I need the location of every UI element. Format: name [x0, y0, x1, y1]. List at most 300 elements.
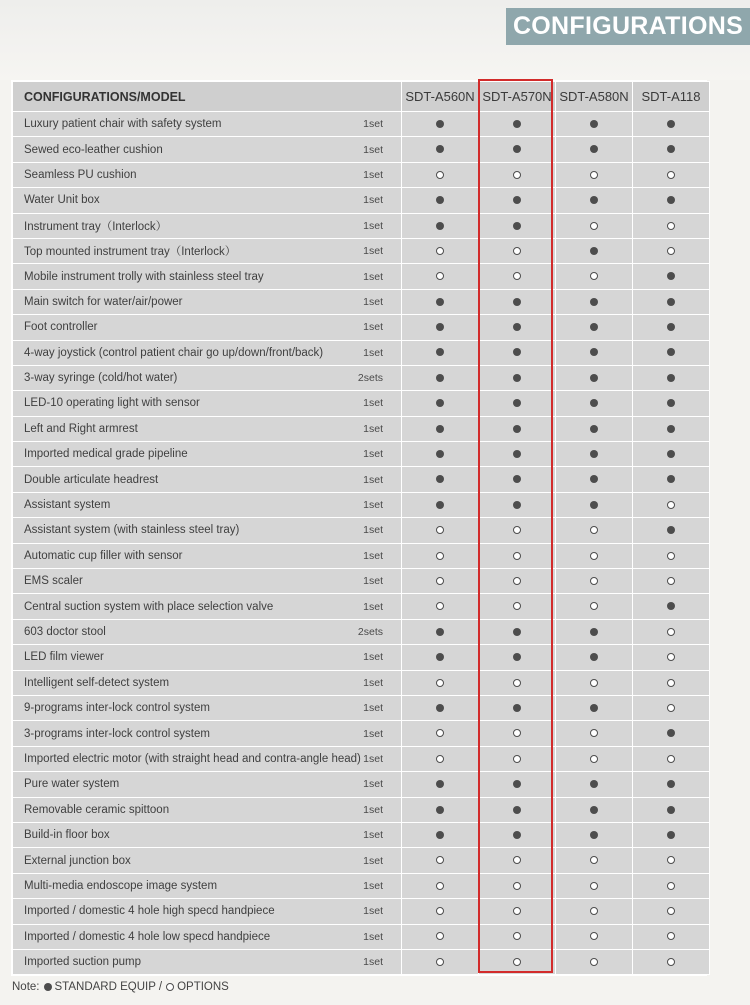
standard-dot-icon [667, 831, 675, 839]
standard-dot-icon [590, 501, 598, 509]
table-row [13, 797, 710, 822]
availability-cell [556, 289, 633, 314]
legend-note [12, 981, 229, 993]
availability-cell [402, 289, 479, 314]
config-item-cell [13, 924, 402, 949]
availability-cell [633, 645, 710, 670]
config-item-cell [13, 365, 402, 390]
config-item-name: Central suction system with place selection valve [24, 600, 274, 613]
table-row [13, 264, 710, 289]
standard-dot-icon [436, 831, 444, 839]
config-item-name: 4-way joystick (control patient chair go up/down/front/back) [24, 346, 324, 359]
config-item-name: Mobile instrument trolly with stainless steel tray [24, 270, 264, 283]
config-item-name: 3-programs inter-lock control system [24, 727, 210, 740]
availability-cell [402, 543, 479, 568]
option-circle-icon [667, 171, 675, 179]
option-circle-icon [513, 602, 521, 610]
section-banner [506, 8, 750, 45]
availability-cell [633, 315, 710, 340]
option-circle-icon [436, 729, 444, 737]
header-configurations-model: CONFIGURATIONS/MODEL [13, 82, 402, 112]
option-circle-icon [590, 958, 598, 966]
availability-cell [556, 797, 633, 822]
availability-cell [402, 645, 479, 670]
option-circle-icon [667, 907, 675, 915]
config-item-quantity: 2sets [357, 625, 383, 638]
config-item-quantity: 1set [363, 676, 383, 689]
config-item-cell [13, 188, 402, 213]
table-row [13, 467, 710, 492]
table-row [13, 695, 710, 720]
table-row [13, 899, 710, 924]
availability-cell [402, 264, 479, 289]
availability-cell [402, 746, 479, 771]
availability-cell [633, 188, 710, 213]
config-item-quantity: 1set [363, 524, 383, 537]
availability-cell [402, 340, 479, 365]
config-item-cell [13, 822, 402, 847]
availability-cell [479, 188, 556, 213]
config-item-quantity: 1set [363, 600, 383, 613]
availability-cell [479, 822, 556, 847]
table-row [13, 645, 710, 670]
availability-cell [479, 645, 556, 670]
config-item-name: Multi-media endoscope image system [24, 879, 218, 892]
availability-cell [479, 569, 556, 594]
config-item-quantity: 1set [363, 930, 383, 943]
availability-cell [402, 924, 479, 949]
config-item-name: Automatic cup filler with sensor [24, 549, 183, 562]
standard-dot-icon [590, 425, 598, 433]
option-circle-icon [513, 171, 521, 179]
standard-dot-icon [667, 196, 675, 204]
standard-dot-icon [667, 729, 675, 737]
availability-cell [556, 670, 633, 695]
config-item-name: Imported / domestic 4 hole high specd handpiece [24, 905, 275, 918]
standard-dot-icon [436, 475, 444, 483]
config-item-cell [13, 467, 402, 492]
config-item-cell [13, 721, 402, 746]
table-row [13, 137, 710, 162]
standard-dot-icon [513, 501, 521, 509]
option-circle-icon [436, 932, 444, 940]
availability-cell [556, 213, 633, 238]
config-item-name: Main switch for water/air/power [24, 295, 183, 308]
availability-cell [479, 848, 556, 873]
option-circle-icon [590, 272, 598, 280]
availability-cell [633, 162, 710, 187]
option-circle-icon [436, 272, 444, 280]
availability-cell [633, 416, 710, 441]
config-item-cell [13, 416, 402, 441]
config-item-name: Imported electric motor (with straight head and contra-angle head) [24, 752, 361, 765]
availability-cell [479, 365, 556, 390]
table-row [13, 188, 710, 213]
table-row [13, 543, 710, 568]
availability-cell [633, 264, 710, 289]
config-item-name: Top mounted instrument tray（Interlock） [24, 246, 237, 259]
config-item-name: Build-in floor box [24, 829, 110, 842]
availability-cell [479, 772, 556, 797]
availability-cell [633, 137, 710, 162]
config-item-name: Foot controller [24, 321, 98, 334]
config-item-quantity: 1set [363, 168, 383, 181]
config-item-quantity: 1set [363, 701, 383, 714]
availability-cell [633, 619, 710, 644]
config-item-cell [13, 772, 402, 797]
standard-dot-icon [667, 526, 675, 534]
availability-cell [479, 949, 556, 974]
config-item-cell [13, 162, 402, 187]
option-circle-icon [667, 958, 675, 966]
availability-cell [556, 721, 633, 746]
availability-cell [479, 442, 556, 467]
config-item-quantity: 1set [363, 905, 383, 918]
availability-cell [479, 289, 556, 314]
config-item-cell [13, 264, 402, 289]
standard-dot-icon [513, 222, 521, 230]
config-item-cell [13, 670, 402, 695]
availability-cell [633, 518, 710, 543]
config-item-cell [13, 213, 402, 238]
config-item-quantity: 1set [363, 473, 383, 486]
option-circle-icon [513, 856, 521, 864]
option-circle-icon [667, 653, 675, 661]
table-row [13, 162, 710, 187]
option-circle-icon [436, 552, 444, 560]
availability-cell [479, 162, 556, 187]
standard-dot-icon [513, 475, 521, 483]
config-item-name: Left and Right armrest [24, 422, 138, 435]
availability-cell [402, 492, 479, 517]
table-row [13, 670, 710, 695]
availability-cell [556, 442, 633, 467]
standard-dot-icon [590, 399, 598, 407]
availability-cell [402, 848, 479, 873]
availability-cell [479, 543, 556, 568]
model-header: SDT-A560N [402, 82, 479, 112]
option-circle-icon [436, 247, 444, 255]
availability-cell [556, 416, 633, 441]
option-circle-icon [436, 882, 444, 890]
availability-cell [633, 289, 710, 314]
standard-dot-icon [667, 806, 675, 814]
availability-cell [633, 924, 710, 949]
option-circle-icon [667, 222, 675, 230]
standard-dot-icon [513, 806, 521, 814]
config-item-quantity: 1set [363, 549, 383, 562]
note-options: OPTIONS [177, 981, 229, 993]
config-item-cell [13, 543, 402, 568]
availability-cell [556, 188, 633, 213]
config-item-cell [13, 645, 402, 670]
availability-cell [633, 594, 710, 619]
config-item-quantity: 1set [363, 651, 383, 664]
config-item-name: Removable ceramic spittoon [24, 803, 170, 816]
availability-cell [556, 467, 633, 492]
availability-cell [479, 619, 556, 644]
table-body [13, 112, 710, 975]
availability-cell [556, 543, 633, 568]
standard-dot-icon [513, 704, 521, 712]
table-row [13, 416, 710, 441]
config-item-cell [13, 797, 402, 822]
availability-cell [479, 340, 556, 365]
standard-dot-icon [667, 145, 675, 153]
standard-dot-icon [436, 653, 444, 661]
availability-cell [556, 365, 633, 390]
standard-dot-icon [436, 780, 444, 788]
availability-cell [556, 619, 633, 644]
standard-dot-icon [436, 806, 444, 814]
availability-cell [556, 949, 633, 974]
standard-dot-icon [667, 475, 675, 483]
table-row [13, 112, 710, 137]
availability-cell [633, 822, 710, 847]
availability-cell [556, 873, 633, 898]
config-item-name: Imported suction pump [24, 956, 141, 969]
option-circle-icon [667, 577, 675, 585]
standard-dot-icon [667, 450, 675, 458]
standard-dot-icon [44, 983, 52, 991]
standard-dot-icon [513, 196, 521, 204]
table-row [13, 442, 710, 467]
standard-dot-icon [513, 323, 521, 331]
availability-cell [479, 924, 556, 949]
availability-cell [479, 721, 556, 746]
model-header: SDT-A580N [556, 82, 633, 112]
config-item-cell [13, 340, 402, 365]
table-row [13, 569, 710, 594]
availability-cell [402, 416, 479, 441]
option-circle-icon [590, 729, 598, 737]
availability-cell [633, 467, 710, 492]
option-circle-icon [667, 856, 675, 864]
availability-cell [633, 721, 710, 746]
config-item-name: Imported medical grade pipeline [24, 448, 188, 461]
table-row [13, 315, 710, 340]
table-row [13, 619, 710, 644]
option-circle-icon [513, 526, 521, 534]
standard-dot-icon [590, 806, 598, 814]
availability-cell [556, 695, 633, 720]
availability-cell [402, 137, 479, 162]
config-item-name: Assistant system (with stainless steel tray) [24, 524, 240, 537]
table-row [13, 594, 710, 619]
table-row [13, 340, 710, 365]
option-circle-icon [513, 552, 521, 560]
table-row [13, 391, 710, 416]
standard-dot-icon [590, 628, 598, 636]
config-item-name: Double articulate headrest [24, 473, 159, 486]
config-item-quantity: 1set [363, 854, 383, 867]
table-row [13, 721, 710, 746]
availability-cell [633, 949, 710, 974]
config-item-quantity: 1set [363, 778, 383, 791]
standard-dot-icon [513, 653, 521, 661]
standard-dot-icon [513, 425, 521, 433]
option-circle-icon [667, 628, 675, 636]
availability-cell [556, 594, 633, 619]
option-circle-icon [667, 755, 675, 763]
configuration-table-container [11, 80, 707, 976]
standard-dot-icon [436, 145, 444, 153]
standard-dot-icon [436, 425, 444, 433]
standard-dot-icon [436, 501, 444, 509]
standard-dot-icon [590, 196, 598, 204]
config-item-cell [13, 315, 402, 340]
availability-cell [402, 772, 479, 797]
availability-cell [633, 238, 710, 263]
option-circle-icon [513, 272, 521, 280]
config-item-name: Luxury patient chair with safety system [24, 118, 222, 131]
standard-dot-icon [513, 831, 521, 839]
option-circle-icon [513, 577, 521, 585]
config-item-name: Instrument tray（Interlock） [24, 220, 168, 233]
config-item-cell [13, 442, 402, 467]
table-row [13, 365, 710, 390]
config-item-cell [13, 137, 402, 162]
availability-cell [402, 670, 479, 695]
config-item-name: 3-way syringe (cold/hot water) [24, 372, 178, 385]
availability-cell [402, 442, 479, 467]
page-title: CONFIGURATIONS [512, 12, 744, 40]
availability-cell [402, 721, 479, 746]
config-item-quantity: 1set [363, 828, 383, 841]
option-circle-icon [513, 679, 521, 687]
availability-cell [556, 340, 633, 365]
config-item-cell [13, 289, 402, 314]
availability-cell [402, 797, 479, 822]
standard-dot-icon [667, 399, 675, 407]
table-row [13, 518, 710, 543]
table-row [13, 924, 710, 949]
availability-cell [633, 873, 710, 898]
availability-cell [633, 213, 710, 238]
table-row [13, 213, 710, 238]
availability-cell [402, 238, 479, 263]
standard-dot-icon [436, 348, 444, 356]
availability-cell [402, 619, 479, 644]
standard-dot-icon [667, 780, 675, 788]
availability-cell [633, 112, 710, 137]
table-row [13, 289, 710, 314]
config-item-quantity: 1set [363, 879, 383, 892]
availability-cell [633, 695, 710, 720]
standard-dot-icon [436, 374, 444, 382]
standard-dot-icon [436, 196, 444, 204]
availability-cell [633, 848, 710, 873]
standard-dot-icon [590, 704, 598, 712]
config-item-name: Seamless PU cushion [24, 168, 137, 181]
option-circle-icon [436, 526, 444, 534]
availability-cell [402, 467, 479, 492]
availability-cell [556, 315, 633, 340]
standard-dot-icon [667, 425, 675, 433]
config-item-quantity: 1set [363, 346, 383, 359]
option-circle-icon [590, 222, 598, 230]
config-item-cell [13, 695, 402, 720]
table-row [13, 848, 710, 873]
option-circle-icon [513, 958, 521, 966]
config-item-cell [13, 238, 402, 263]
standard-dot-icon [590, 475, 598, 483]
availability-cell [402, 569, 479, 594]
standard-dot-icon [513, 298, 521, 306]
option-circle-icon [436, 958, 444, 966]
option-circle-icon [667, 704, 675, 712]
availability-cell [402, 315, 479, 340]
option-circle-icon [513, 932, 521, 940]
config-item-quantity: 1set [363, 752, 383, 765]
availability-cell [402, 594, 479, 619]
config-item-name: Water Unit box [24, 194, 100, 207]
availability-cell [556, 391, 633, 416]
availability-cell [556, 492, 633, 517]
availability-cell [479, 899, 556, 924]
availability-cell [479, 492, 556, 517]
standard-dot-icon [513, 780, 521, 788]
standard-dot-icon [667, 120, 675, 128]
availability-cell [402, 873, 479, 898]
availability-cell [479, 594, 556, 619]
availability-cell [556, 772, 633, 797]
availability-cell [479, 695, 556, 720]
config-item-name: Pure water system [24, 778, 120, 791]
standard-dot-icon [436, 323, 444, 331]
option-circle-icon [513, 755, 521, 763]
availability-cell [402, 188, 479, 213]
availability-cell [556, 137, 633, 162]
availability-cell [633, 899, 710, 924]
availability-cell [479, 416, 556, 441]
standard-dot-icon [590, 831, 598, 839]
option-circle-icon [667, 247, 675, 255]
config-item-cell [13, 569, 402, 594]
availability-cell [556, 645, 633, 670]
option-circle-icon [590, 755, 598, 763]
availability-cell [479, 518, 556, 543]
availability-cell [402, 949, 479, 974]
config-item-cell [13, 619, 402, 644]
availability-cell [633, 772, 710, 797]
config-item-cell [13, 518, 402, 543]
availability-cell [556, 112, 633, 137]
availability-cell [556, 746, 633, 771]
table-row [13, 822, 710, 847]
standard-dot-icon [590, 780, 598, 788]
availability-cell [556, 238, 633, 263]
table-row [13, 238, 710, 263]
standard-dot-icon [667, 323, 675, 331]
availability-cell [556, 264, 633, 289]
option-circle-icon [667, 501, 675, 509]
availability-cell [633, 442, 710, 467]
option-circle-icon [590, 932, 598, 940]
config-item-quantity: 1set [363, 498, 383, 511]
config-item-cell [13, 949, 402, 974]
standard-dot-icon [590, 120, 598, 128]
config-item-quantity: 1set [363, 574, 383, 587]
standard-dot-icon [590, 653, 598, 661]
config-item-name: External junction box [24, 854, 131, 867]
standard-dot-icon [513, 145, 521, 153]
standard-dot-icon [590, 145, 598, 153]
availability-cell [402, 695, 479, 720]
standard-dot-icon [436, 120, 444, 128]
table-row [13, 746, 710, 771]
option-circle-icon [590, 526, 598, 534]
